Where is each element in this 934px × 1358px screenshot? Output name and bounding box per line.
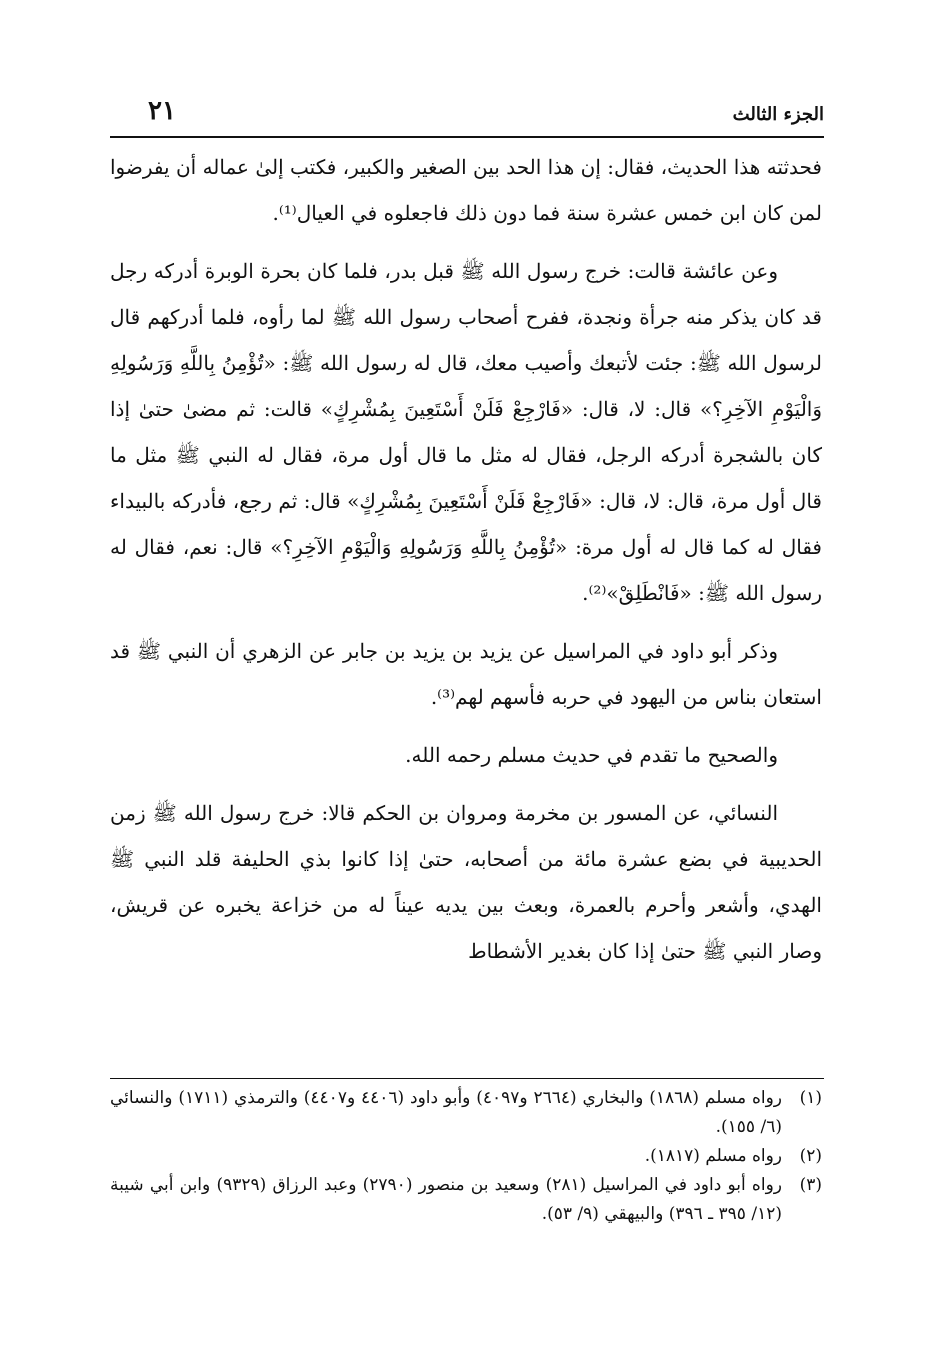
page-header [110, 96, 824, 132]
running-title: الجزء الثالث [732, 104, 824, 125]
footnotes [110, 1084, 822, 1229]
footnote-text: رواه أبو داود في المراسيل (٢٨١) وسعيد بن منصور (٢٧٩٠) وعبد الرزاق (٩٣٢٩) وابن أبي شيبة (١٢/ ٣٩٥ ـ ٣٩٦) والبيهقي (٩/ ٥٣). [110, 1175, 782, 1224]
header-rule [110, 136, 824, 138]
footnote-text: رواه مسلم (١٨١٧). [644, 1146, 782, 1166]
paragraph: النسائي، عن المسور بن مخرمة ومروان بن الحكم قالا: خرج رسول الله ﷺ زمن الحديبية في بضع عشرة مائة من أصحابه، حتىٰ إذا كانوا بذي الحليفة قلد النبي ﷺ الهدي، وأشعر وأحرم بالعمرة، وبعث بين يديه عيناً له من خزاعة يخبره عن قريش، وصار النبي ﷺ حتىٰ إذا كان بغدير الأشطاط [110, 801, 822, 963]
page-number: ٢١ [148, 96, 176, 126]
main-text [110, 144, 822, 986]
footnote-text: رواه مسلم (١٨٦٨) والبخاري (٢٦٦٤ و٤٠٩٧) وأبو داود (٤٤٠٦ و٤٤٠٧) والترمذي (١٧١١) والنسائي (٦/ ١٥٥). [110, 1088, 782, 1137]
footnote-number: (٣) [799, 1175, 822, 1195]
footnote-rule [110, 1078, 824, 1079]
footnote [110, 1171, 822, 1229]
paragraph: والصحيح ما تقدم في حديث مسلم رحمه الله. [405, 743, 778, 767]
paragraph: وذكر أبو داود في المراسيل عن يزيد بن يزيد بن جابر عن الزهري أن النبي ﷺ قد استعان بناس من اليهود في حربه فأسهم لهم⁽³⁾. [110, 639, 822, 709]
paragraph: فحدثته هذا الحديث، فقال: إن هذا الحد بين الصغير والكبير، فكتب إلىٰ عماله أن يفرضوا لمن كان ابن خمس عشرة سنة فما دون ذلك فاجعلوه في العيال⁽¹⁾. [110, 155, 822, 225]
footnote-number: (٢) [799, 1146, 822, 1166]
footnote [110, 1142, 822, 1171]
footnote [110, 1084, 822, 1142]
footnote-number: (١) [799, 1088, 822, 1108]
paragraph: وعن عائشة قالت: خرج رسول الله ﷺ قبل بدر، فلما كان بحرة الوبرة أدركه رجل قد كان يذكر منه جرأة ونجدة، ففرح أصحاب رسول الله ﷺ لما رأوه، فلما أدركهم قال لرسول الله ﷺ: جئت لأتبعك وأصيب معك، قال له رسول الله ﷺ: «تُؤْمِنُ بِاللَّهِ وَرَسُولِهِ وَالْيَوْمِ الآخِرِ؟» قال: لا، قال: «فَارْجِعْ فَلَنْ أَسْتَعِينَ بِمُشْرِكٍ» قالت: ثم مضىٰ حتىٰ إذا كان بالشجرة أدركه الرجل، فقال له مثل ما قال أول مرة، فقال له النبي ﷺ مثل ما قال أول مرة، قال: لا، قال: «فَارْجِعْ فَلَنْ أَسْتَعِينَ بِمُشْرِكٍ» قال: ثم رجع، فأدركه بالبيداء فقال له كما قال له أول مرة: «تُؤْمِنُ بِاللَّهِ وَرَسُولِهِ وَالْيَوْمِ الآخِرِ؟» قال: نعم، فقال له رسول الله ﷺ: «فَانْطَلِقْ»⁽²⁾. [110, 259, 822, 605]
